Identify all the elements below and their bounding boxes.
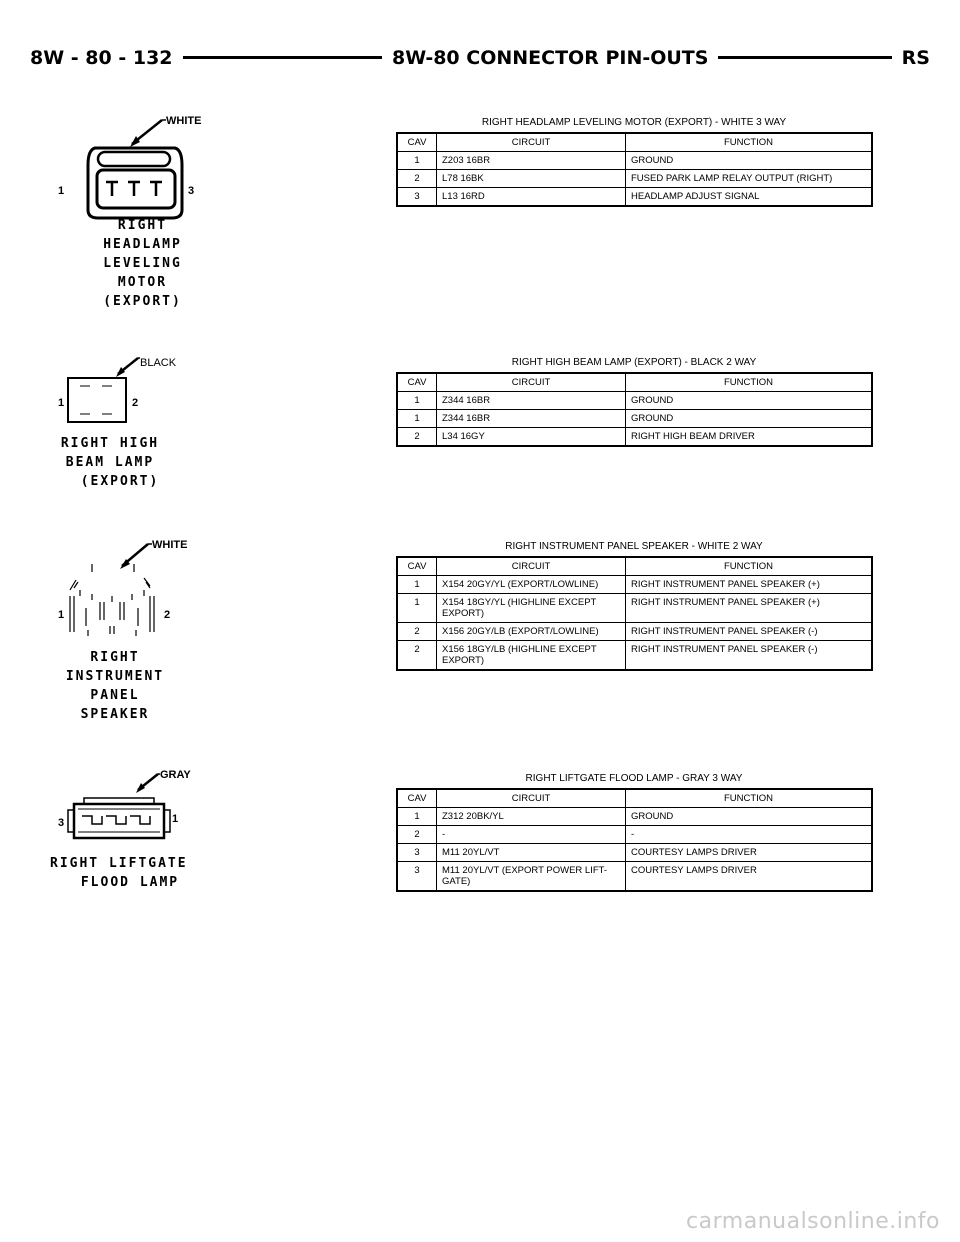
circuit-cell: X156 18GY/LB (HIGHLINE EXCEPT EXPORT) bbox=[437, 641, 626, 671]
connector-name-line: SPEAKER bbox=[80, 707, 150, 722]
connector-name bbox=[50, 854, 210, 892]
function-cell: RIGHT HIGH BEAM DRIVER bbox=[626, 428, 873, 447]
column-header: CIRCUIT bbox=[437, 557, 626, 576]
pinout-table bbox=[396, 132, 873, 207]
connector-name bbox=[50, 216, 235, 311]
pin-number-right: 3 bbox=[188, 185, 195, 197]
table-row bbox=[397, 862, 872, 892]
vehicle-code: RS bbox=[892, 44, 930, 72]
table-row bbox=[397, 188, 872, 207]
connector-name-line: RIGHT HIGH bbox=[60, 436, 160, 451]
pin-number-right: 2 bbox=[164, 609, 171, 621]
connector-name-line: PANEL bbox=[90, 688, 140, 703]
pinout-table bbox=[396, 788, 873, 892]
function-cell: RIGHT INSTRUMENT PANEL SPEAKER (+) bbox=[626, 594, 873, 623]
connector-name-line: HEADLAMP bbox=[103, 237, 182, 252]
connector-name-line: FLOOD LAMP bbox=[80, 875, 180, 890]
column-header: FUNCTION bbox=[626, 789, 873, 808]
pin-number-right: 2 bbox=[132, 397, 139, 409]
cav-cell: 2 bbox=[397, 170, 437, 188]
function-cell: HEADLAMP ADJUST SIGNAL bbox=[626, 188, 873, 207]
column-header: FUNCTION bbox=[626, 133, 873, 152]
connector-diagram bbox=[40, 350, 240, 500]
cav-cell: 3 bbox=[397, 862, 437, 892]
circuit-cell: L34 16GY bbox=[437, 428, 626, 447]
connector-name-line: INSTRUMENT bbox=[65, 669, 165, 684]
table-row bbox=[397, 623, 872, 641]
connector-color-label: WHITE bbox=[166, 115, 202, 127]
table-title: RIGHT HIGH BEAM LAMP (EXPORT) - BLACK 2 WAY bbox=[511, 357, 757, 368]
circuit-cell: X156 20GY/LB (EXPORT/LOWLINE) bbox=[437, 623, 626, 641]
function-cell: GROUND bbox=[626, 808, 873, 826]
circuit-cell: Z203 16BR bbox=[437, 152, 626, 170]
table-row bbox=[397, 170, 872, 188]
connector-name-line: LEVELING bbox=[103, 256, 182, 271]
pin-number-right: 1 bbox=[172, 813, 179, 825]
column-header: CAV bbox=[397, 557, 437, 576]
connector-diagram bbox=[40, 530, 240, 720]
circuit-cell: X154 18GY/YL (HIGHLINE EXCEPT EXPORT) bbox=[437, 594, 626, 623]
function-cell: FUSED PARK LAMP RELAY OUTPUT (RIGHT) bbox=[626, 170, 873, 188]
cav-cell: 1 bbox=[397, 808, 437, 826]
column-header: CIRCUIT bbox=[437, 789, 626, 808]
column-header: CAV bbox=[397, 789, 437, 808]
circuit-cell: X154 20GY/YL (EXPORT/LOWLINE) bbox=[437, 576, 626, 594]
connector-name bbox=[40, 648, 190, 724]
cav-cell: 1 bbox=[397, 392, 437, 410]
column-header: CIRCUIT bbox=[437, 133, 626, 152]
cav-cell: 1 bbox=[397, 152, 437, 170]
table-row bbox=[397, 641, 872, 671]
connector-illustration bbox=[40, 350, 240, 430]
table-row bbox=[397, 826, 872, 844]
circuit-cell: L78 16BK bbox=[437, 170, 626, 188]
table-row bbox=[397, 808, 872, 826]
connector-diagram bbox=[40, 766, 240, 896]
pinout-table bbox=[396, 556, 873, 671]
function-cell: RIGHT INSTRUMENT PANEL SPEAKER (-) bbox=[626, 641, 873, 671]
pin-number-left: 3 bbox=[58, 817, 65, 829]
connector-illustration bbox=[40, 766, 240, 850]
table-row bbox=[397, 410, 872, 428]
function-cell: GROUND bbox=[626, 392, 873, 410]
table-title: RIGHT HEADLAMP LEVELING MOTOR (EXPORT) - WHITE 3 WAY bbox=[481, 117, 787, 128]
circuit-cell: L13 16RD bbox=[437, 188, 626, 207]
pinout-table bbox=[396, 372, 873, 447]
cav-cell: 2 bbox=[397, 641, 437, 671]
connector-diagram bbox=[40, 110, 240, 310]
watermark: carmanualsonline.info bbox=[686, 1209, 940, 1234]
connector-illustration bbox=[40, 530, 240, 642]
cav-cell: 1 bbox=[397, 576, 437, 594]
table-row bbox=[397, 152, 872, 170]
circuit-cell: M11 20YL/VT bbox=[437, 844, 626, 862]
connector-name-line: RIGHT bbox=[90, 650, 140, 665]
connector-color-label: GRAY bbox=[160, 769, 191, 781]
table-title: RIGHT LIFTGATE FLOOD LAMP - GRAY 3 WAY bbox=[525, 773, 743, 784]
table-header-row bbox=[397, 373, 872, 392]
table-row bbox=[397, 428, 872, 447]
cav-cell: 2 bbox=[397, 826, 437, 844]
circuit-cell: - bbox=[437, 826, 626, 844]
cav-cell: 2 bbox=[397, 623, 437, 641]
circuit-cell: M11 20YL/VT (EXPORT POWER LIFT-GATE) bbox=[437, 862, 626, 892]
table-row bbox=[397, 392, 872, 410]
function-cell: COURTESY LAMPS DRIVER bbox=[626, 862, 873, 892]
column-header: CAV bbox=[397, 133, 437, 152]
connector-illustration bbox=[40, 110, 240, 220]
connector-name-line: RIGHT LIFTGATE bbox=[50, 856, 188, 871]
pin-number-left: 1 bbox=[58, 397, 65, 409]
function-cell: RIGHT INSTRUMENT PANEL SPEAKER (+) bbox=[626, 576, 873, 594]
page-number: 8W - 80 - 132 bbox=[30, 44, 183, 72]
connector-name-line: (EXPORT) bbox=[103, 294, 182, 309]
table-header-row bbox=[397, 133, 872, 152]
page-header bbox=[30, 44, 930, 74]
table-title: RIGHT INSTRUMENT PANEL SPEAKER - WHITE 2 WAY bbox=[505, 541, 763, 552]
connector-name-line: MOTOR bbox=[117, 275, 168, 290]
cav-cell: 3 bbox=[397, 844, 437, 862]
column-header: CAV bbox=[397, 373, 437, 392]
function-cell: GROUND bbox=[626, 152, 873, 170]
function-cell: - bbox=[626, 826, 873, 844]
table-row bbox=[397, 576, 872, 594]
table-header-row bbox=[397, 557, 872, 576]
connector-color-label: WHITE bbox=[152, 539, 188, 551]
connector-name-line: BEAM LAMP bbox=[65, 455, 155, 470]
pin-number-left: 1 bbox=[58, 185, 65, 197]
connector-name bbox=[40, 434, 180, 491]
column-header: FUNCTION bbox=[626, 373, 873, 392]
function-cell: COURTESY LAMPS DRIVER bbox=[626, 844, 873, 862]
table-header-row bbox=[397, 789, 872, 808]
connector-color-label: BLACK bbox=[140, 357, 177, 369]
connector-name-line: (EXPORT) bbox=[80, 474, 160, 489]
pin-number-left: 1 bbox=[58, 609, 65, 621]
connector-name-line: RIGHT bbox=[117, 218, 168, 233]
function-cell: RIGHT INSTRUMENT PANEL SPEAKER (-) bbox=[626, 623, 873, 641]
section-title: 8W-80 CONNECTOR PIN-OUTS bbox=[382, 44, 718, 72]
cav-cell: 2 bbox=[397, 428, 437, 447]
function-cell: GROUND bbox=[626, 410, 873, 428]
table-row bbox=[397, 844, 872, 862]
circuit-cell: Z344 16BR bbox=[437, 410, 626, 428]
circuit-cell: Z344 16BR bbox=[437, 392, 626, 410]
column-header: FUNCTION bbox=[626, 557, 873, 576]
cav-cell: 3 bbox=[397, 188, 437, 207]
circuit-cell: Z312 20BK/YL bbox=[437, 808, 626, 826]
column-header: CIRCUIT bbox=[437, 373, 626, 392]
table-row bbox=[397, 594, 872, 623]
cav-cell: 1 bbox=[397, 594, 437, 623]
cav-cell: 1 bbox=[397, 410, 437, 428]
